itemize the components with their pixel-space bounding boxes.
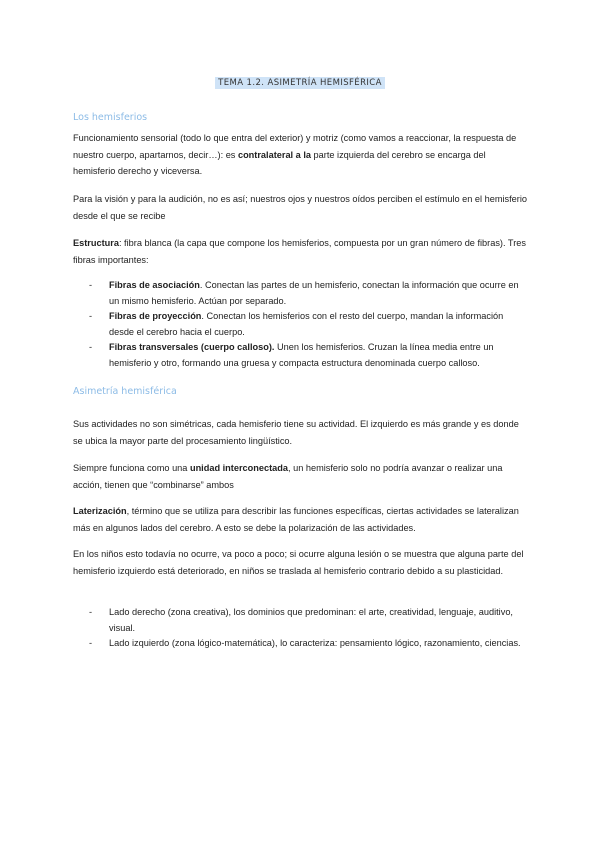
- text: . Conectan los hemisferios con el resto del cuerpo, mandan la información desde el cerebro hacia el cuerpo.: [109, 311, 504, 337]
- dash: -: [89, 638, 93, 648]
- dash: -: [89, 607, 93, 617]
- dash: -: [89, 311, 93, 321]
- paragraph-vision: Para la visión y para la audición, no es así; nuestros ojos y nuestros oídos perciben el estímulo en el hemisferio desde el que se recibe: [73, 194, 528, 221]
- paragraph-lateralization: [73, 503, 529, 536]
- list-item: [89, 278, 529, 309]
- list-item: [89, 605, 529, 636]
- paragraph-unit: [73, 460, 529, 493]
- page-title: TEMA 1.2. ASIMETRÍA HEMISFÉRICA: [215, 77, 385, 89]
- section-heading-hemispheres: Los hemisferios: [73, 112, 148, 123]
- text: parte izquierda del cerebro se encarga del hemisferio derecho y viceversa.: [73, 149, 486, 176]
- bold-text: unidad interconectada: [189, 463, 288, 473]
- dash: -: [89, 280, 93, 290]
- bold-text: Fibras de proyección: [109, 311, 202, 321]
- paragraph-sensory: [73, 130, 529, 180]
- paragraph-structure: [73, 235, 529, 268]
- text: Lado derecho (zona creativa), los dominios que predominan: el arte, creatividad, lenguaje, auditivo, visual.: [109, 607, 513, 633]
- text: : fibra blanca (la capa que compone los hemisferios, compuesta por un gran número de fibras). Tres fibras importantes:: [73, 238, 526, 265]
- bold-text: Fibras transversales (cuerpo calloso).: [109, 342, 275, 352]
- text: , término que se utiliza para describir las funciones específicas, ciertas actividades se lateralizan más en algunos lados del cerebro. A esto se debe la polarización de las actividades.: [73, 506, 519, 533]
- list-item: [89, 636, 529, 652]
- list-item: [89, 309, 529, 340]
- bold-text: Estructura: [73, 238, 119, 248]
- side-list: [89, 605, 529, 652]
- paragraph-activities: Sus actividades no son simétricas, cada hemisferio tiene su actividad. El izquierdo es más grande y es donde se ubica la mayor parte del procesamiento lingüístico.: [73, 419, 519, 446]
- fiber-list: [89, 278, 529, 371]
- text: Unen los hemisferios. Cruzan la línea media entre un hemisferio y otro, formando una gruesa y compacta estructura denominada cuerpo calloso.: [109, 342, 494, 368]
- section-heading-asymmetry: Asimetría hemisférica: [73, 386, 177, 397]
- text: Lado izquierdo (zona lógico-matemática), lo caracteriza: pensamiento lógico, razonamiento, ciencias.: [109, 638, 521, 648]
- text: Siempre funciona como una: [73, 463, 190, 473]
- text: , un hemisferio solo no podría avanzar o realizar una acción, tienen que “combinarse” ambos: [73, 463, 503, 490]
- text: Funcionamiento sensorial (todo lo que entra del exterior) y motriz (como vamos a reaccionar, la respuesta de nuestro cuerpo, apartarnos, decir…): es: [73, 133, 517, 160]
- text: . Conectan las partes de un hemisferio, conectan la información que ocurre en un mismo hemisferio. Actúan por separado.: [109, 280, 519, 306]
- paragraph-children: En los niños esto todavía no ocurre, va poco a poco; si ocurre alguna lesión o se muestra que alguna parte del hemisferio izquierdo está deteriorado, en niños se traslada al hemisferio contrario debido a su plasticidad.: [73, 549, 524, 576]
- list-item: [89, 340, 529, 371]
- bold-text: contralateral a la: [237, 149, 311, 160]
- bold-text: Laterización: [73, 506, 127, 516]
- bold-text: Fibras de asociación: [109, 280, 200, 290]
- dash: -: [89, 342, 93, 352]
